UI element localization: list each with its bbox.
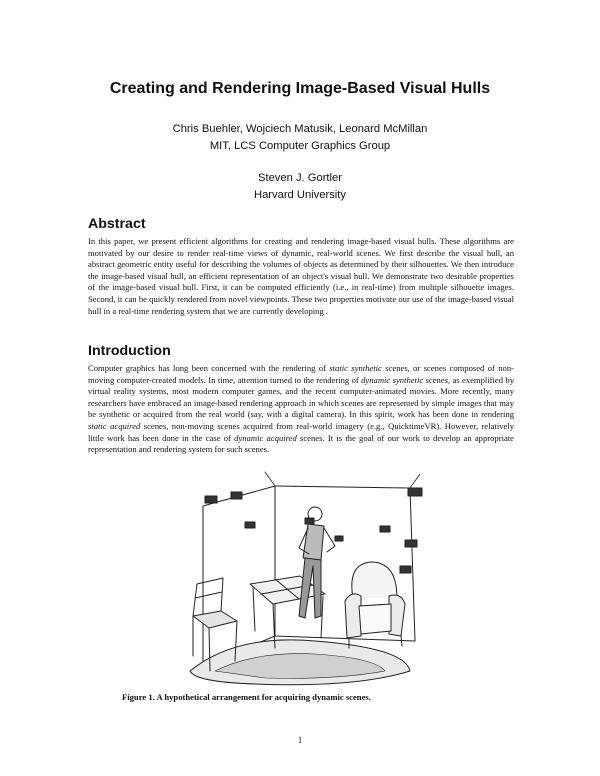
intro-emphasis-4: dynamic acquired [234,432,297,443]
author-block-harvard [0,170,600,204]
author-names: Chris Buehler, Wojciech Matusik, Leonard McMillan [172,123,428,135]
author-names: Steven J. Gortler [258,172,342,184]
introduction-heading: Introduction [88,343,171,359]
intro-text-2: scenes, or scenes composed of non-moving computer-created models. In time, attention turned to the rendering of [88,363,514,385]
intro-emphasis-1: static synthetic [329,363,382,373]
floor-rug [190,640,410,685]
introduction-paragraph [88,363,514,456]
intro-emphasis-3: static acquired [88,420,141,431]
figure-caption: Figure 1. A hypothetical arrangement for acquiring dynamic scenes. [122,692,371,702]
paper-title: Creating and Rendering Image-Based Visual Hulls [109,80,491,97]
author-block-mit [0,121,600,155]
intro-text-1: Computer graphics has long been concerned with the rendering of [88,363,330,373]
author-affiliation: MIT, LCS Computer Graphics Group [209,140,391,152]
armchair [345,562,405,648]
intro-text-4: scenes, non-moving scenes acquired from real-world imagery (e.g., QuicktimeVR). However, relatively little work has been done in the case of [88,420,514,443]
abstract-paragraph: In this paper, we present efficient algorithms for creating and rendering image-based visual hulls. These algorithms are motivated by our desire to render real-time views of dynamic, real-world scenes. We first describe the visual hull, an abstract geometric entity useful for describing the volumes of objects as determined by their silhouettes. We then introduce the image-based visual hull, an efficient representation of an object's visual hull. We demonstrate two desirable properties of the image-based visual hull. First, it can be computed efficiently (i.e., in real-time) from multiple silhouette images. Second, it can be quickly rendered from novel viewpoints. These two properties motivate our use of the image-based visual hull in a real-time rendering system that we are currently developing . [88,236,514,316]
intro-text-3: scenes, as exemplified by virtual reality systems, most modern computer games, and the recent computer-animated movies. More recently, many researchers have embraced an image-based rendering approach in which scenes are represented by simple images that may be synthetic or acquired from the real world (say, with a digital camera). In this spirit, work has been done in rendering [88,374,515,420]
intro-text-5: scenes. It is the goal of our work to develop an appropriate representation and rendering system for such scenes. [88,432,514,455]
person-figure [299,507,335,618]
intro-emphasis-2: dynamic synthetic [361,374,424,385]
figure-illustration [175,466,433,688]
abstract-heading: Abstract [88,216,146,232]
page-number: 1 [297,735,303,745]
author-affiliation: Harvard University [253,189,346,201]
